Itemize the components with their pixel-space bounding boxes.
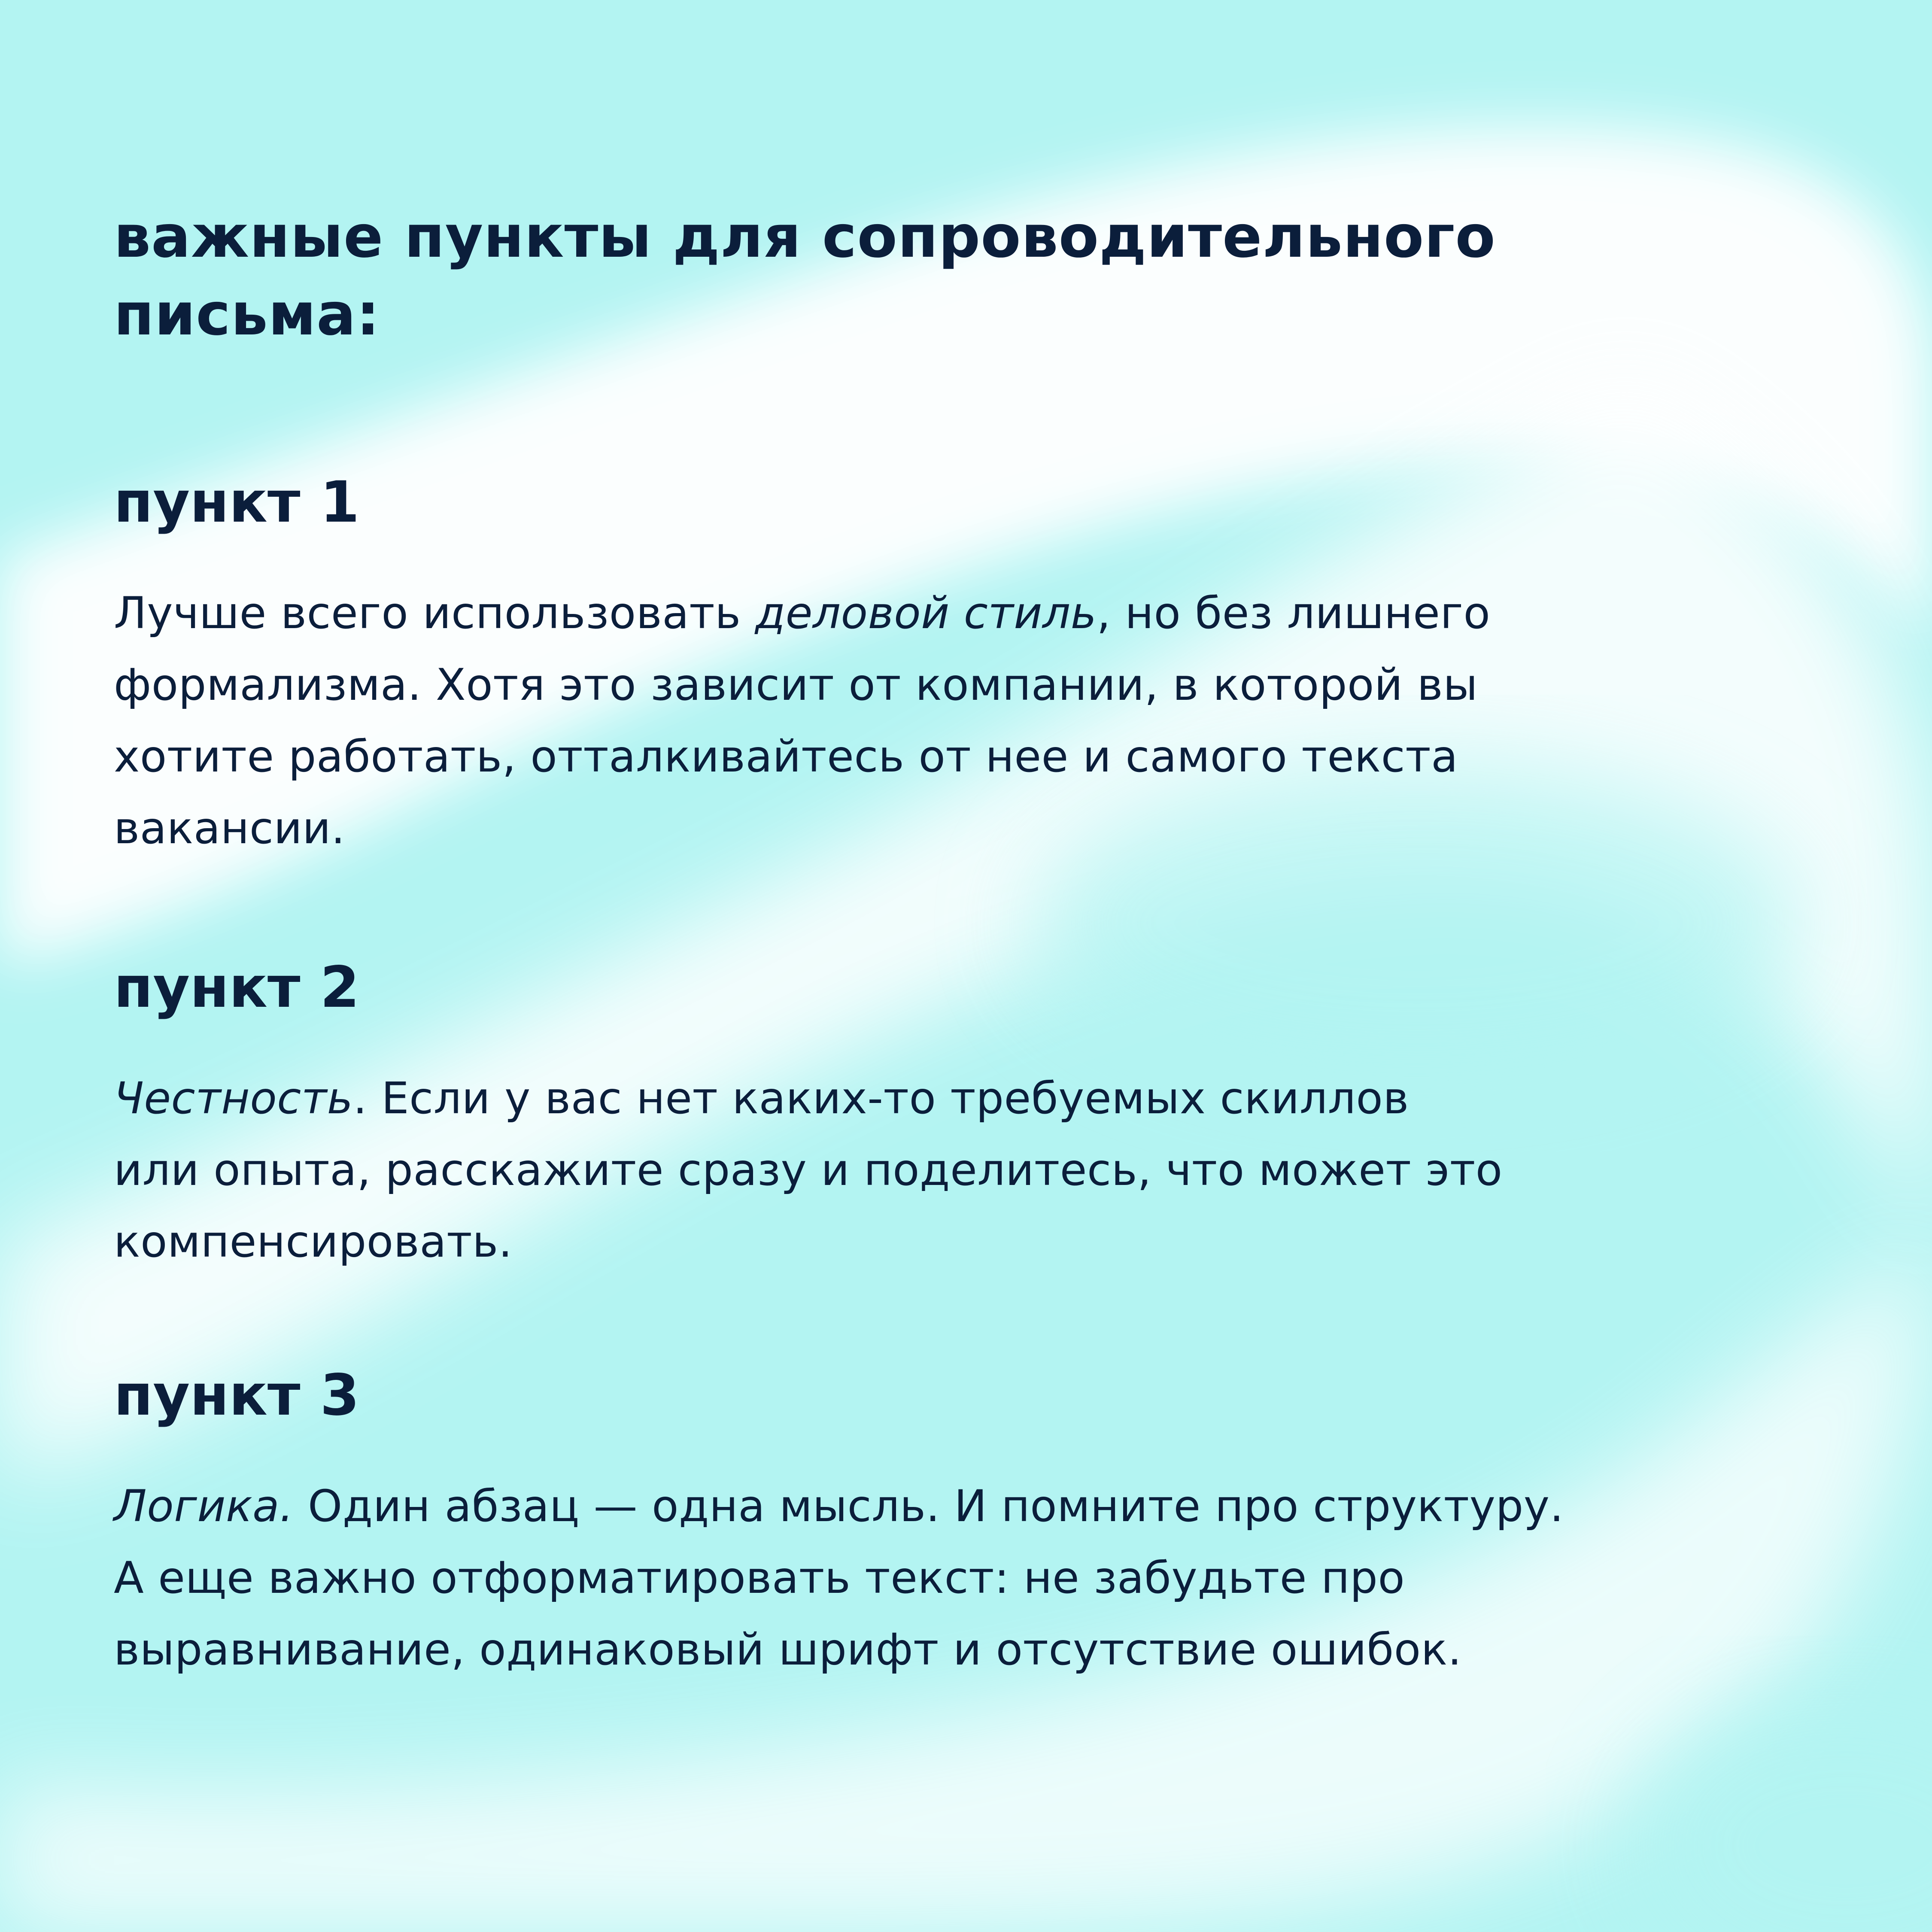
point-2-line3: компенсировать.: [114, 1216, 513, 1267]
point-1-heading: пункт 1: [114, 469, 360, 535]
point-2-text: [114, 1063, 1711, 1278]
slide-title-line2: письма:: [114, 281, 380, 349]
point-2-heading: пункт 2: [114, 954, 360, 1021]
point-2-lead-italic: Честность: [114, 1073, 353, 1124]
point-1-lead-plain: Лучше всего использовать: [114, 588, 755, 639]
slide-title-line1: важные пункты для сопроводительного: [114, 203, 1496, 271]
point-1-lead-italic: деловой стиль: [755, 588, 1097, 639]
slide-title: [114, 198, 1788, 354]
point-3-heading: пункт 3: [114, 1362, 360, 1428]
point-1-line3: хотите работать, отталкивайтесь от нее и самого текста: [114, 731, 1458, 782]
point-1-line4: вакансии.: [114, 803, 346, 854]
point-3-line2: А еще важно отформатировать текст: не забудьте про: [114, 1552, 1405, 1604]
point-1-line2: формализма. Хотя это зависит от компании, в которой вы: [114, 659, 1478, 711]
point-3-text: [114, 1470, 1711, 1686]
point-3-line1-tail: Один абзац — одна мысль. И помните про структуру.: [294, 1481, 1564, 1532]
point-2-line1-tail: . Если у вас нет каких-то требуемых скиллов: [353, 1073, 1409, 1124]
point-2-line2: или опыта, расскажите сразу и поделитесь, что может это: [114, 1145, 1503, 1196]
point-3-line3: выравнивание, одинаковый шрифт и отсутствие ошибок.: [114, 1624, 1462, 1675]
point-1-line1-tail: , но без лишнего: [1097, 588, 1491, 639]
point-3-lead-italic: Логика.: [114, 1481, 294, 1532]
point-1-text: [114, 577, 1711, 864]
